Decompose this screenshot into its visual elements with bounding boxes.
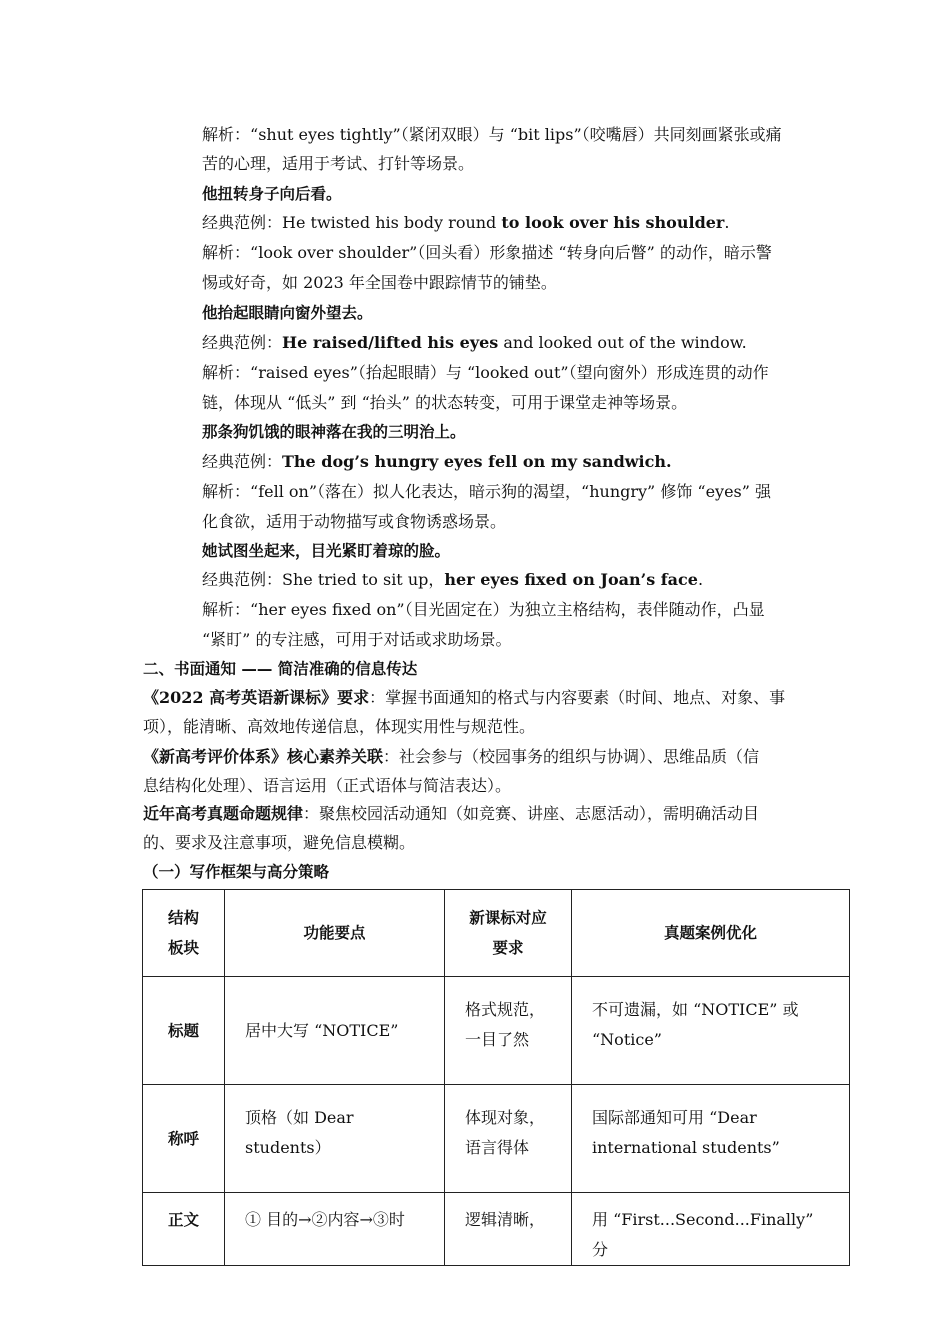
item-4-example: 经典范例：The dog’s hungry eyes fell on my sandwich.: [202, 452, 672, 471]
item-5-analysis-line-2: “紧盯” 的专注感，可用于对话或求助场景。: [202, 630, 512, 649]
header-case-optimization: 真题案例优化: [572, 890, 850, 977]
cell-example: 用 “First...Second...Finally” 分: [572, 1193, 850, 1266]
cell-requirement: 体现对象， 语言得体: [445, 1085, 572, 1193]
item-2-example: 经典范例：He twisted his body round to look over his shoulder.: [202, 213, 730, 232]
writing-framework-table: [142, 889, 850, 1266]
item-4-analysis-line-2: 化食欲，适用于动物描写或食物诱惑场景。: [202, 512, 507, 531]
cell-block: 称呼: [143, 1085, 225, 1193]
cell-function: 居中大写 “NOTICE”: [225, 977, 445, 1085]
item-3-chinese: 他抬起眼睛向窗外望去。: [202, 304, 373, 322]
item-2-chinese: 他扭转身子向后看。: [202, 185, 342, 203]
table-header-row: [143, 890, 850, 977]
item-3-analysis-line-1: 解析：“raised eyes”（抬起眼睛）与 “looked out”（望向窗外）形成连贯的动作: [202, 363, 769, 382]
analysis-1-line-2: 苦的心理，适用于考试、打针等场景。: [202, 154, 475, 173]
exam-rule-line-1: 近年高考真题命题规律：聚焦校园活动通知（如竞赛、讲座、志愿活动），需明确活动目: [143, 804, 760, 823]
cell-function: 顶格（如 Dear students）: [225, 1085, 445, 1193]
item-4-chinese: 那条狗饥饿的眼神落在我的三明治上。: [202, 423, 466, 441]
core-literacy-line-1: 《新高考评价体系》核心素养关联：社会参与（校园事务的组织与协调）、思维品质（信: [143, 747, 760, 766]
section-2-heading: 二、书面通知 —— 简洁准确的信息传达: [143, 660, 418, 678]
analysis-1-line-1: 解析：“shut eyes tightly”（紧闭双眼）与 “bit lips”（咬嘴唇）共同刻画紧张或痛: [202, 125, 782, 144]
item-3-analysis-line-2: 链，体现从 “低头” 到 “抬头” 的状态转变，可用于课堂走神等场景。: [202, 393, 688, 412]
item-2-analysis-line-1: 解析：“look over shoulder”（回头看）形象描述 “转身向后瞥” 的动作，暗示警: [202, 243, 772, 262]
requirement-line-1: 《2022 高考英语新课标》要求：掌握书面通知的格式与内容要素（时间、地点、对象、事: [143, 688, 786, 707]
cell-function: ① 目的→②内容→③时: [225, 1193, 445, 1266]
cell-block: 正文: [143, 1193, 225, 1266]
requirement-line-2: 项），能清晰、高效地传递信息，体现实用性与规范性。: [143, 717, 536, 736]
cell-requirement: 格式规范， 一目了然: [445, 977, 572, 1085]
header-structure-block: 结构 板块: [143, 890, 225, 977]
sub-heading: （一）写作框架与高分策略: [143, 863, 330, 881]
exam-rule-line-2: 的、要求及注意事项，避免信息模糊。: [143, 833, 416, 852]
item-5-chinese: 她试图坐起来，目光紧盯着琼的脸。: [202, 542, 451, 560]
item-5-example: 经典范例：She tried to sit up，her eyes fixed on Joan’s face.: [202, 570, 704, 589]
item-5-analysis-line-1: 解析：“her eyes fixed on”（目光固定在）为独立主格结构，表伴随动作，凸显: [202, 600, 765, 619]
table-row: [143, 1085, 850, 1193]
item-2-analysis-line-2: 惕或好奇，如 2023 年全国卷中跟踪情节的铺垫。: [202, 273, 557, 292]
core-literacy-line-2: 息结构化处理）、语言运用（正式语体与简洁表达）。: [143, 776, 512, 795]
cell-example: 不可遗漏，如 “NOTICE” 或 “Notice”: [572, 977, 850, 1085]
table-row: [143, 977, 850, 1085]
header-function-points: 功能要点: [225, 890, 445, 977]
cell-block: 标题: [143, 977, 225, 1085]
item-4-analysis-line-1: 解析：“fell on”（落在）拟人化表达，暗示狗的渴望，“hungry” 修饰 “eyes” 强: [202, 482, 772, 501]
header-curriculum-requirement: 新课标对应 要求: [445, 890, 572, 977]
item-3-example: 经典范例：He raised/lifted his eyes and looked out of the window.: [202, 333, 747, 352]
table-row: [143, 1193, 850, 1266]
cell-example: 国际部通知可用 “Dear international students”: [572, 1085, 850, 1193]
cell-requirement: 逻辑清晰，: [445, 1193, 572, 1266]
